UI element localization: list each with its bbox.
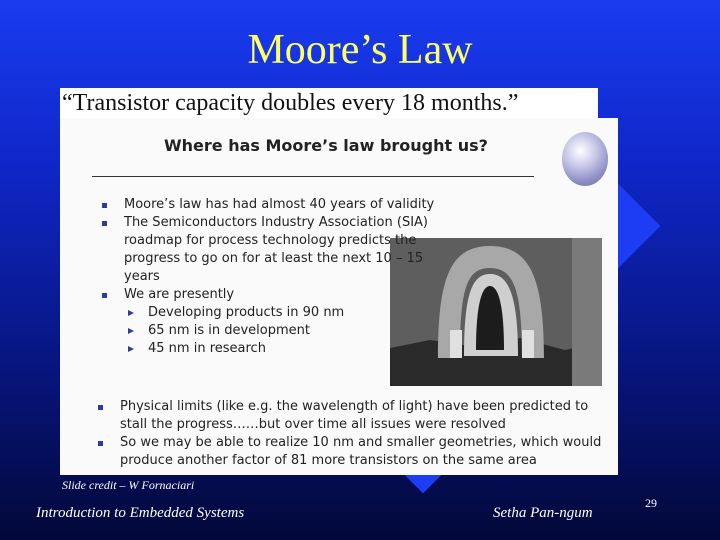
list-item: So we may be able to realize 10 nm and smaller geometries, which would produce another factor of 81 more transistors on the same area (96, 434, 606, 470)
sub-list-item: Developing products in 90 nm (100, 304, 440, 322)
bullet-list-bottom (96, 398, 606, 470)
silicon-wafer-icon (562, 132, 608, 186)
page-number: 29 (645, 496, 657, 510)
slide-credit: Slide credit – W Fornaciari (62, 478, 195, 492)
list-item: We are presently (100, 286, 440, 304)
list-item: Moore’s law has had almost 40 years of validity (100, 196, 440, 214)
bullet-list-top (100, 196, 440, 358)
list-item: The Semiconductors Industry Association (SIA) roadmap for process technology predicts the progress to go on for at least the next 10 – 15 years (100, 214, 440, 286)
footer-course-title: Introduction to Embedded Systems (36, 505, 245, 521)
slide-title: Moore’s Law (247, 27, 473, 73)
embedded-slide-heading: Where has Moore’s law brought us? (164, 136, 488, 155)
list-item: Physical limits (like e.g. the wavelength of light) have been predicted to stall the progress……but over time all issues were resolved (96, 398, 606, 434)
quote-banner: “Transistor capacity doubles every 18 months.” (60, 88, 598, 118)
heading-divider (92, 176, 534, 177)
sub-list-item: 45 nm in research (100, 340, 440, 358)
footer-author: Setha Pan-ngum (493, 505, 593, 521)
embedded-slide-image (60, 118, 618, 475)
sub-list-item: 65 nm is in development (100, 322, 440, 340)
